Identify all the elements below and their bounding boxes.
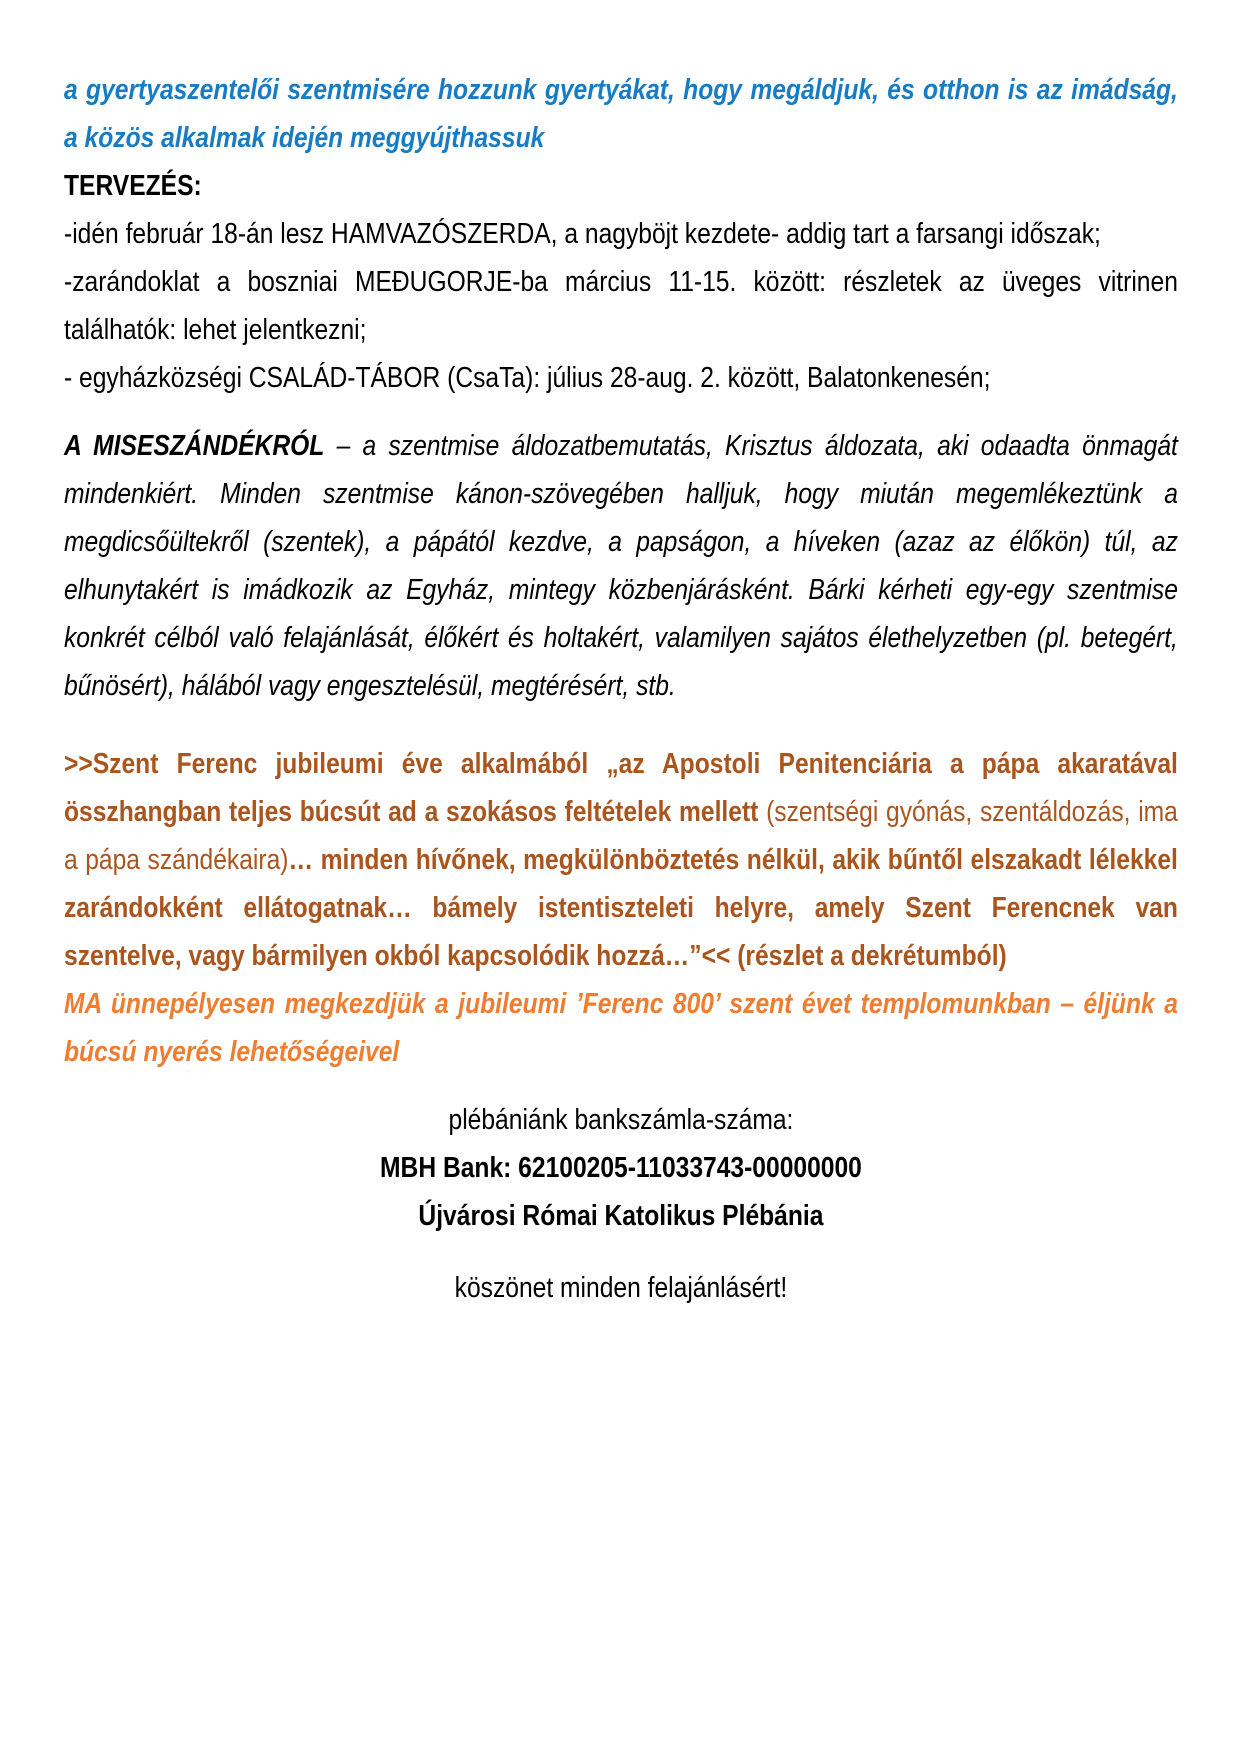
mass-intentions-body: – a szentmise áldozatbemutatás, Krisztus áldozata, aki odaadta önmagát mindenkiért. Minden szentmise kánon-szövegében halljuk, hogy miután megemlékeztünk a megdicsőültekről (szentek), a pápától kezdve, a papságon, a híveken (azaz az élőkön) túl, az elhunytakért is imádkozik az Egyház, mintegy közbenjárásként. Bárki kérheti egy-egy szentmise konkrét célból való felajánlását, élőkért és holtakért, valamilyen sajátos élethelyzetben (pl. betegért, bűnösért), hálából vagy engesztelésül, megtérésért, stb. <box>64 430 1178 702</box>
mass-intentions-lead: A MISESZÁNDÉKRÓL <box>64 430 325 462</box>
jubilee-decree-paragraph <box>64 740 1178 980</box>
bank-account-line: MBH Bank: 62100205-11033743-00000000 <box>380 1152 862 1184</box>
jubilee-bold-part-2: … minden hívőnek, megkülönböztetés nélkül, akik bűntől elszakadt lélekkel zarándokként ellátogatnak… bámely istentiszteleti helyre, amely Szent Ferencnek van szentelve, vagy bármilyen okból kapcsolódik hozzá…”<< (részlet a dekrétumból) <box>64 844 1178 972</box>
jubilee-normal-part: (szentségi gyónás, szentáldozás, ima a pápa szándékaira) <box>64 796 1178 876</box>
planning-item-family-camp: - egyházközségi CSALÁD-TÁBOR (CsaTa): július 28-aug. 2. között, Balatonkenesén; <box>64 362 991 394</box>
parish-name-line: Újvárosi Római Katolikus Plébánia <box>418 1200 824 1232</box>
jubilee-announcement: MA ünnepélyesen megkezdjük a jubileumi ’Ferenc 800’ szent évet templomunkban – éljünk a búcsú nyerés lehetőségeivel <box>64 988 1178 1068</box>
mass-intentions-paragraph <box>64 422 1178 710</box>
jubilee-bold-part-1: >>Szent Ferenc jubileumi éve alkalmából „az Apostoli Penitenciária a pápa akaratával összhangban teljes búcsút ad a szokásos feltételek mellett <box>64 748 1178 828</box>
bank-intro-line: plébániánk bankszámla-száma: <box>448 1104 794 1136</box>
planning-heading: TERVEZÉS: <box>64 170 202 202</box>
thanks-line: köszönet minden felajánlásért! <box>454 1272 788 1304</box>
intro-paragraph: a gyertyaszentelői szentmisére hozzunk gyertyákat, hogy megáldjuk, és otthon is az imádság, a közös alkalmak idején meggyújthassuk <box>64 74 1178 154</box>
planning-item-pilgrimage: -zarándoklat a boszniai MEĐUGORJE-ba március 11-15. között: részletek az üveges vitrinen találhatók: lehet jelentkezni; <box>64 266 1178 346</box>
text-column <box>64 66 1178 1312</box>
planning-item-ash-wednesday: -idén február 18-án lesz HAMVAZÓSZERDA, a nagyböjt kezdete- addig tart a farsangi időszak; <box>64 218 1101 250</box>
